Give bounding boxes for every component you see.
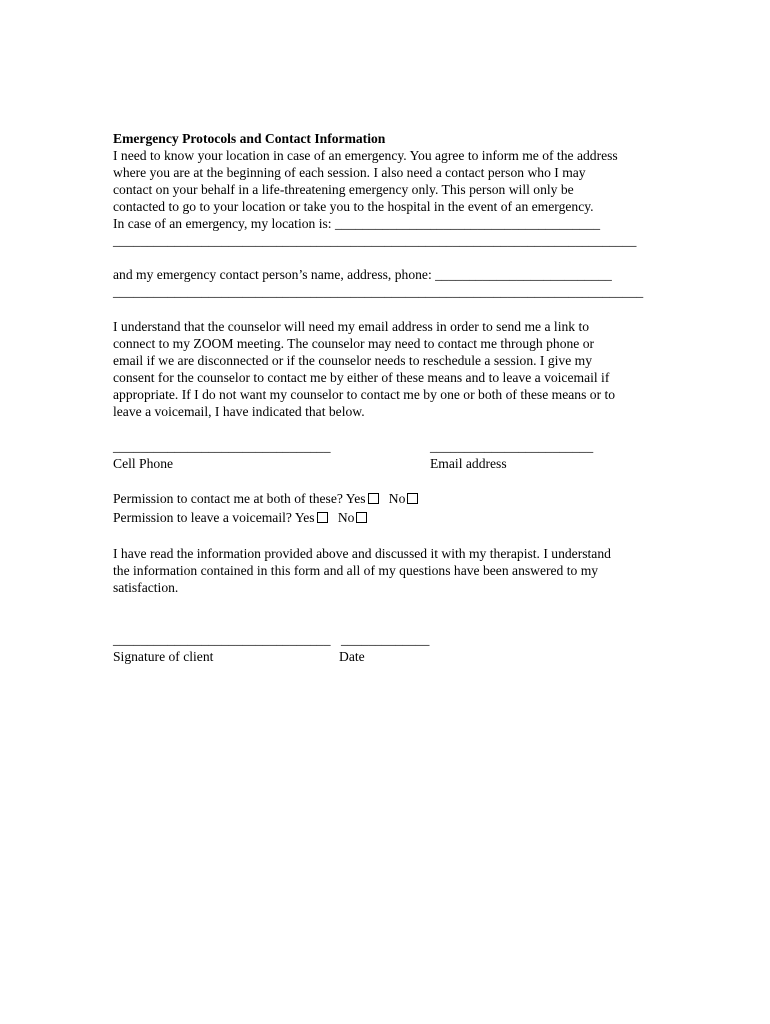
cell-phone-field[interactable]: ________________________________ [113,439,331,454]
location-label: In case of an emergency, my location is: [113,216,335,231]
contact-field-continued[interactable]: ______________________________________________________________________________ [113,284,644,299]
permission-voicemail-yes-checkbox[interactable] [317,512,328,523]
acknowledgement-line: satisfaction. [113,580,179,595]
contact-row [113,266,612,283]
intro-line: where you are at the beginning of each session. I also need a contact person who I may [113,165,586,180]
date-label: Date [339,649,365,664]
intro-line: contacted to go to your location or take you to the hospital in the event of an emergency. [113,199,594,214]
permission-contact-no-label: No [388,491,406,506]
permission-voicemail-row [113,509,367,526]
permission-contact-question: Permission to contact me at both of these? Yes [113,491,366,506]
permission-voicemail-no-label: No [337,510,355,525]
email-consent-line: email if we are disconnected or if the counselor needs to reschedule a session. I give my [113,353,593,368]
signature-label: Signature of client [113,649,214,664]
form-heading: Emergency Protocols and Contact Information [113,131,386,146]
acknowledgement-line: the information contained in this form and all of my questions have been answered to my [113,563,599,578]
location-field-continued[interactable]: _____________________________________________________________________________ [113,233,637,248]
email-consent-line: I understand that the counselor will need my email address in order to send me a link to [113,319,590,334]
signature-field[interactable]: ________________________________ [113,632,331,647]
cell-phone-label: Cell Phone [113,456,174,471]
email-consent-line: leave a voicemail, I have indicated that below. [113,404,365,419]
intro-line: I need to know your location in case of an emergency. You agree to inform me of the address [113,148,618,163]
email-consent-line: appropriate. If I do not want my counselor to contact me by one or both of these means or to [113,387,616,402]
intro-line: contact on your behalf in a life-threatening emergency only. This person will only be [113,182,574,197]
email-address-label: Email address [430,456,507,471]
location-field[interactable]: _______________________________________ [334,216,601,231]
date-field[interactable]: _____________ [341,632,430,647]
email-consent-line: connect to my ZOOM meeting. The counselor may need to contact me through phone or [113,336,595,351]
email-address-field[interactable]: ________________________ [430,439,594,454]
permission-contact-no-checkbox[interactable] [407,493,418,504]
permission-voicemail-question: Permission to leave a voicemail? Yes [113,510,315,525]
permission-contact-yes-checkbox[interactable] [368,493,379,504]
permission-contact-row [113,490,418,507]
contact-field[interactable]: __________________________ [435,267,612,282]
email-consent-line: consent for the counselor to contact me by either of these means and to leave a voicemail if [113,370,610,385]
contact-label: and my emergency contact person’s name, address, phone: [113,267,436,282]
acknowledgement-line: I have read the information provided above and discussed it with my therapist. I understand [113,546,611,561]
location-row [113,215,600,232]
permission-voicemail-no-checkbox[interactable] [356,512,367,523]
